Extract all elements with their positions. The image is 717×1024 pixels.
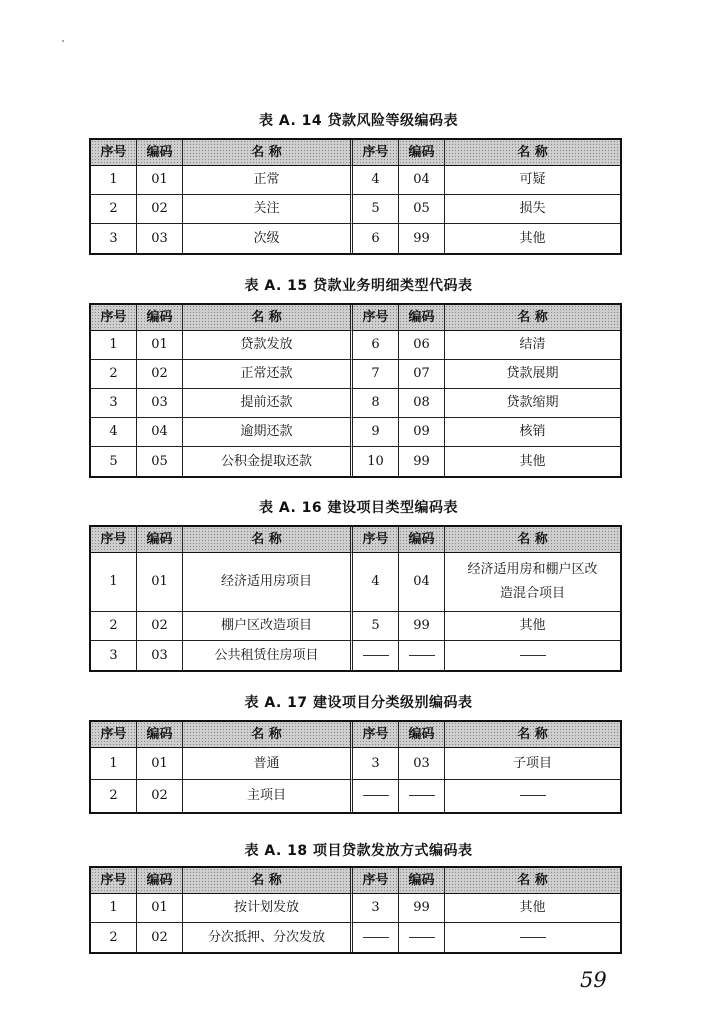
cell-seq: 3 [91, 389, 137, 418]
table-a16-caption: 表 A. 16 建设项目类型编码表 [258, 500, 459, 516]
empty-cell-dash [353, 923, 399, 952]
dash-mark [409, 655, 435, 656]
cell-seq: 5 [353, 612, 399, 641]
cell-code: 99 [399, 447, 445, 476]
cell-name: 其他 [445, 894, 620, 923]
cell-seq: 3 [91, 224, 137, 253]
cell-name: 次级 [183, 224, 353, 253]
cell-name: 结清 [445, 331, 620, 360]
cell-seq: 10 [353, 447, 399, 476]
table-row [91, 894, 620, 923]
cell-seq: 5 [91, 447, 137, 476]
cell-code: 03 [137, 641, 183, 670]
header-seq: 序号 [91, 305, 137, 331]
cell-seq: 1 [91, 748, 137, 780]
header-seq: 序号 [91, 527, 137, 553]
header-code: 编码 [137, 305, 183, 331]
table-a15-caption: 表 A. 15 贷款业务明细类型代码表 [244, 278, 473, 294]
cell-seq: 5 [353, 195, 399, 224]
header-seq: 序号 [353, 140, 399, 166]
cell-code: 05 [137, 447, 183, 476]
table-row [91, 748, 620, 780]
cell-seq: 2 [91, 360, 137, 389]
cell-code: 02 [137, 612, 183, 641]
table-row [91, 447, 620, 476]
cell-seq: 2 [91, 195, 137, 224]
cell-seq: 1 [91, 331, 137, 360]
cell-name: 贷款发放 [183, 331, 353, 360]
cell-name: 分次抵押、分次发放 [183, 923, 353, 952]
cell-code: 99 [399, 224, 445, 253]
empty-cell-dash [445, 641, 620, 670]
table-row [91, 166, 620, 195]
cell-name: 贷款展期 [445, 360, 620, 389]
cell-seq: 8 [353, 389, 399, 418]
header-code: 编码 [399, 305, 445, 331]
table-row [91, 195, 620, 224]
table-a17 [89, 720, 622, 814]
cell-code: 01 [137, 331, 183, 360]
table-row [91, 389, 620, 418]
header-seq: 序号 [353, 868, 399, 894]
cell-name: 可疑 [445, 166, 620, 195]
header-seq: 序号 [91, 140, 137, 166]
cell-seq: 3 [91, 641, 137, 670]
header-seq: 序号 [353, 722, 399, 748]
header-code: 编码 [399, 140, 445, 166]
cell-name: 逾期还款 [183, 418, 353, 447]
header-row [91, 140, 620, 166]
header-code: 编码 [399, 868, 445, 894]
cell-code: 01 [137, 553, 183, 612]
cell-code: 04 [399, 166, 445, 195]
header-code: 编码 [399, 722, 445, 748]
cell-name: 普通 [183, 748, 353, 780]
cell-code: 99 [399, 894, 445, 923]
cell-code: 02 [137, 360, 183, 389]
header-name: 名 称 [183, 722, 353, 748]
dash-mark [409, 937, 435, 938]
header-name: 名 称 [445, 868, 620, 894]
cell-name: 核销 [445, 418, 620, 447]
table-row [91, 612, 620, 641]
cell-code: 01 [137, 166, 183, 195]
cell-name: 经济适用房和棚户区改造混合项目 [445, 553, 620, 612]
header-seq: 序号 [91, 722, 137, 748]
cell-code: 03 [399, 748, 445, 780]
table-row [91, 780, 620, 812]
header-row [91, 527, 620, 553]
cell-code: 09 [399, 418, 445, 447]
table-row [91, 418, 620, 447]
header-name: 名 称 [445, 140, 620, 166]
header-code: 编码 [137, 527, 183, 553]
table-a14 [89, 138, 622, 255]
dash-mark [363, 655, 389, 656]
cell-name: 经济适用房项目 [183, 553, 353, 612]
table-a17-caption: 表 A. 17 建设项目分类级别编码表 [244, 695, 473, 711]
header-name: 名 称 [445, 527, 620, 553]
cell-seq: 4 [353, 166, 399, 195]
empty-cell-dash [399, 923, 445, 952]
scan-speck [62, 40, 64, 42]
cell-seq: 2 [91, 780, 137, 812]
cell-seq: 3 [353, 894, 399, 923]
cell-name: 关注 [183, 195, 353, 224]
header-code: 编码 [399, 527, 445, 553]
cell-name: 其他 [519, 453, 546, 469]
empty-cell-dash [399, 641, 445, 670]
cell-name: 子项目 [445, 748, 620, 780]
cell-code: 08 [399, 389, 445, 418]
cell-seq: 1 [91, 894, 137, 923]
cell-seq: 4 [353, 553, 399, 612]
cell-seq: 2 [91, 923, 137, 952]
empty-cell-dash [399, 780, 445, 812]
cell-name: 其他 [445, 612, 620, 641]
cell-seq: 2 [91, 612, 137, 641]
cell-name: 损失 [445, 195, 620, 224]
dash-mark [520, 655, 546, 656]
cell-code: 01 [137, 894, 183, 923]
cell-code: 07 [399, 360, 445, 389]
cell-code: 05 [399, 195, 445, 224]
cell-name: 公积金提取还款 [183, 447, 353, 476]
cell-name: 其他 [519, 230, 546, 246]
cell-code: 04 [399, 553, 445, 612]
dash-mark [409, 795, 435, 796]
header-row [91, 722, 620, 748]
header-seq: 序号 [353, 305, 399, 331]
cell-seq: 6 [353, 224, 399, 253]
cell-name: 贷款缩期 [445, 389, 620, 418]
header-seq: 序号 [91, 868, 137, 894]
table-row [91, 360, 620, 389]
header-name: 名 称 [183, 527, 353, 553]
cell-code: 03 [137, 224, 183, 253]
cell-code: 01 [137, 748, 183, 780]
empty-cell-dash [445, 780, 620, 812]
dash-mark [520, 937, 546, 938]
cell-seq: 1 [91, 553, 137, 612]
table-a16 [89, 525, 622, 672]
cell-seq: 3 [353, 748, 399, 780]
cell-name: 棚户区改造项目 [183, 612, 353, 641]
empty-cell-dash [445, 923, 620, 952]
cell-seq: 7 [353, 360, 399, 389]
table-row [91, 331, 620, 360]
header-row [91, 305, 620, 331]
header-code: 编码 [137, 140, 183, 166]
table-a18-caption: 表 A. 18 项目贷款发放方式编码表 [244, 843, 473, 859]
table-a14-caption: 表 A. 14 贷款风险等级编码表 [258, 113, 459, 129]
dash-mark [520, 795, 546, 796]
header-name: 名 称 [183, 868, 353, 894]
cell-code: 02 [137, 780, 183, 812]
empty-cell-dash [353, 780, 399, 812]
table-row [91, 923, 620, 952]
page-number: 59 [580, 968, 607, 992]
cell-seq: 6 [353, 331, 399, 360]
dash-mark [363, 795, 389, 796]
cell-code: 99 [399, 612, 445, 641]
cell-code: 02 [137, 195, 183, 224]
table-row [91, 553, 620, 612]
header-row [91, 868, 620, 894]
cell-code: 06 [399, 331, 445, 360]
cell-name: 按计划发放 [183, 894, 353, 923]
cell-code: 03 [137, 389, 183, 418]
dash-mark [363, 937, 389, 938]
table-row [91, 224, 620, 253]
header-code: 编码 [137, 722, 183, 748]
cell-name: 主项目 [183, 780, 353, 812]
table-row [91, 641, 620, 670]
cell-seq: 9 [353, 418, 399, 447]
header-name: 名 称 [445, 305, 620, 331]
cell-name: 公共租赁住房项目 [183, 641, 353, 670]
cell-name: 正常还款 [183, 360, 353, 389]
table-a18 [89, 866, 622, 954]
header-code: 编码 [137, 868, 183, 894]
header-name: 名 称 [183, 305, 353, 331]
cell-code: 02 [137, 923, 183, 952]
cell-name: 正常 [183, 166, 353, 195]
cell-seq: 4 [91, 418, 137, 447]
empty-cell-dash [353, 641, 399, 670]
header-seq: 序号 [353, 527, 399, 553]
cell-seq: 1 [91, 166, 137, 195]
cell-name: 提前还款 [183, 389, 353, 418]
table-a15 [89, 303, 622, 478]
header-name: 名 称 [183, 140, 353, 166]
header-name: 名 称 [445, 722, 620, 748]
cell-code: 04 [137, 418, 183, 447]
